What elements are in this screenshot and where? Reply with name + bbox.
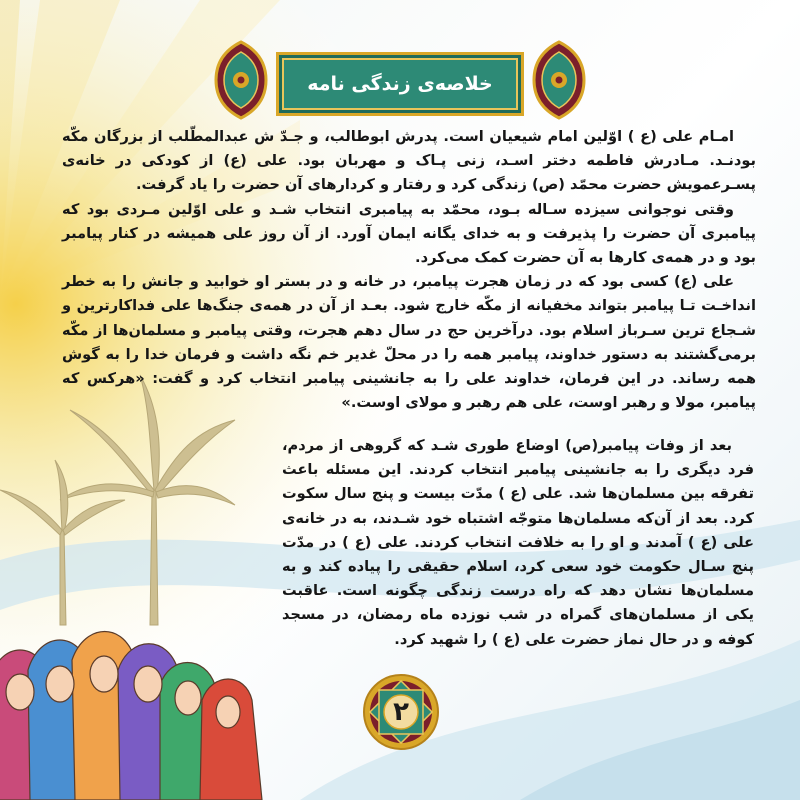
paragraph: علی (ع) کسی بود که در زمان هجرت پیامبر، در خانه و در بستر او خوابید و جانش را به خطر انداخـت تـا پیامبر بتواند مخفیانه از مکّه خارج شود. بعـد از آن در همه‌ی جنگ‌ها علی فداکارترین و شـجاع ترین سـرباز اسلام بود. درآخرین حج در سال دهم هجرت، وقتی پیامبر و مسلمان‌ها از مکّه برمی‌گشتند به دستور خداوند، پیامبر همه را در محلّ غدیر خم نگه داشت و فرمان خدا را به گوش همه رساند. در این فرمان، خداوند علی را به جانشینی پیامبر انتخاب کرد و گفت: «هرکس که پیامبر، مولا و رهبر اوست، علی هم رهبر و مولای اوست.» bbox=[62, 273, 756, 412]
page-title: خلاصه‌ی زندگی نامه bbox=[307, 73, 493, 95]
paragraph: وقتی نوجوانی سیزده سـاله بـود، محمّد به پیامبری انتخاب شـد و علی اوّلین مـردی بود که پیامبری آن حضرت را پذیرفت و به خدای یگانه ایمان آورد. از آن روز علی همیشه در کنار پیامبر بود و در همه‌ی کارها به آن حضرت کمک می‌کرد. bbox=[62, 200, 756, 267]
ornament-lantern-right bbox=[530, 40, 588, 120]
paragraph: بعد از وفات پیامبر(ص) اوضاع طوری شـد که گروهی از مردم، فرد دیگری را به جانشینی پیامبر انتخاب کردند. این مسئله باعث تفرقه بین مسلمان‌ها شد. علی (ع ) مدّت بیست و پنج سال سکوت کرد. بعد از آن‌که مسلمان‌ها متوجّه اشتباه خود شـدند، به در خانه‌ی علی (ع ) آمدند و او را به خلافت انتخاب کردند. علی (ع ) در مدّت پنج سـال حکومت خود سعی کرد، اسلام حقیقی را پیاده کند و به مسلمان‌ها نشان دهد که راه درست زندگی چگونه است. عاقبت یکی از مسلمان‌های گمراه در شب نوزده ماه رمضان، در مسجد کوفه و در حال نماز حضرت علی (ع ) را شهید کرد. bbox=[282, 437, 754, 648]
page-number: ۲ bbox=[393, 697, 409, 727]
biography-text-second bbox=[282, 434, 754, 652]
paragraph: امـام علی (ع ) اوّلین امام شیعیان است. پدرش ابوطالب، و جـدّ ش عبدالمطّلب از بزرگان مکّه بودنـد. مـادرش فاطمه دختر اسـد، زنی پـاک و مهربان بود. علی (ع) از کودکی در خانه‌ی پسـرعمویش حضرت محمّد (ص) زندگی کرد و رفتار و کردارهای آن حضرت را یاد گرفت. bbox=[62, 128, 756, 194]
title-banner bbox=[276, 52, 524, 116]
ornament-lantern-left bbox=[212, 40, 270, 120]
crowd-illustration bbox=[0, 600, 280, 800]
biography-text-main bbox=[62, 125, 756, 415]
